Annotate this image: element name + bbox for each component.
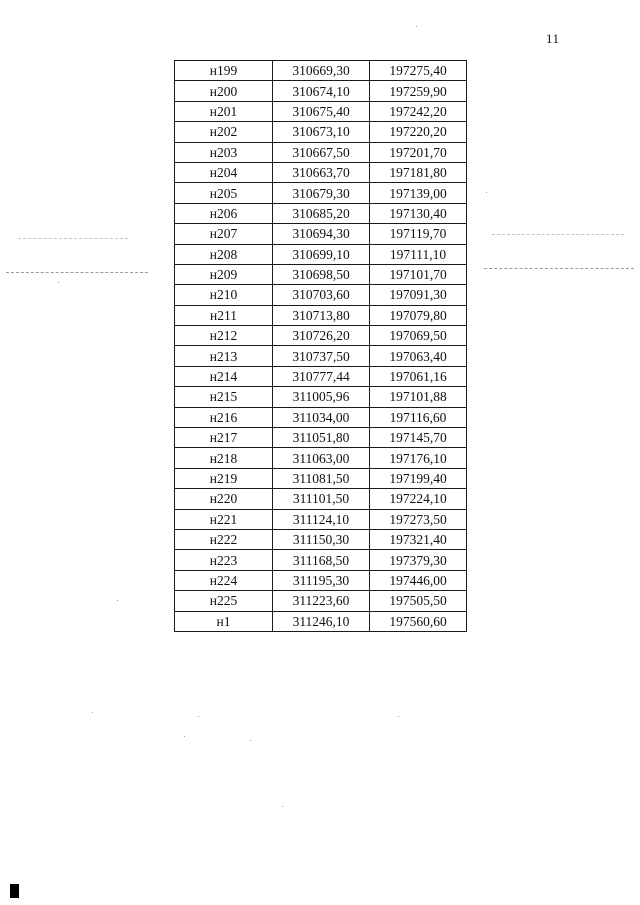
x-coordinate-cell: 310685,20: [273, 203, 370, 223]
scan-artifact-dot: [282, 806, 283, 807]
point-id-cell: н215: [175, 387, 273, 407]
scan-artifact-line: [484, 268, 634, 269]
scan-artifact-dot: [398, 716, 399, 717]
scan-artifact-line: [492, 234, 624, 235]
y-coordinate-cell: 197063,40: [370, 346, 467, 366]
table-row: [175, 611, 467, 631]
x-coordinate-cell: 310726,20: [273, 326, 370, 346]
scan-artifact-dot: [184, 736, 185, 737]
table-row: [175, 489, 467, 509]
x-coordinate-cell: 311051,80: [273, 428, 370, 448]
y-coordinate-cell: 197111,10: [370, 244, 467, 264]
y-coordinate-cell: 197176,10: [370, 448, 467, 468]
point-id-cell: н208: [175, 244, 273, 264]
x-coordinate-cell: 311124,10: [273, 509, 370, 529]
point-id-cell: н202: [175, 122, 273, 142]
table-row: [175, 244, 467, 264]
y-coordinate-cell: 197275,40: [370, 61, 467, 81]
scan-artifact-dot: [198, 716, 199, 717]
table-row: [175, 428, 467, 448]
point-id-cell: н200: [175, 81, 273, 101]
y-coordinate-cell: 197224,10: [370, 489, 467, 509]
y-coordinate-cell: 197139,00: [370, 183, 467, 203]
x-coordinate-cell: 310667,50: [273, 142, 370, 162]
table-row: [175, 529, 467, 549]
x-coordinate-cell: 311246,10: [273, 611, 370, 631]
point-id-cell: н221: [175, 509, 273, 529]
point-id-cell: н201: [175, 101, 273, 121]
x-coordinate-cell: 310675,40: [273, 101, 370, 121]
point-id-cell: н205: [175, 183, 273, 203]
scan-artifact-line: [6, 272, 148, 273]
table-row: [175, 224, 467, 244]
coordinates-table-body: [175, 61, 467, 632]
table-row: [175, 448, 467, 468]
table-row: [175, 550, 467, 570]
scan-artifact-dot: [416, 26, 417, 27]
table-row: [175, 387, 467, 407]
scan-artifact-line: [18, 238, 128, 239]
y-coordinate-cell: 197505,50: [370, 591, 467, 611]
point-id-cell: н220: [175, 489, 273, 509]
point-id-cell: н212: [175, 326, 273, 346]
x-coordinate-cell: 310713,80: [273, 305, 370, 325]
y-coordinate-cell: 197181,80: [370, 162, 467, 182]
x-coordinate-cell: 310737,50: [273, 346, 370, 366]
y-coordinate-cell: 197116,60: [370, 407, 467, 427]
y-coordinate-cell: 197079,80: [370, 305, 467, 325]
y-coordinate-cell: 197446,00: [370, 570, 467, 590]
point-id-cell: н203: [175, 142, 273, 162]
point-id-cell: н204: [175, 162, 273, 182]
point-id-cell: н222: [175, 529, 273, 549]
table-row: [175, 203, 467, 223]
x-coordinate-cell: 311005,96: [273, 387, 370, 407]
scanner-corner-mark: [10, 884, 19, 898]
table-row: [175, 326, 467, 346]
y-coordinate-cell: 197321,40: [370, 529, 467, 549]
x-coordinate-cell: 310669,30: [273, 61, 370, 81]
x-coordinate-cell: 311195,30: [273, 570, 370, 590]
table-row: [175, 305, 467, 325]
y-coordinate-cell: 197145,70: [370, 428, 467, 448]
x-coordinate-cell: 311150,30: [273, 529, 370, 549]
x-coordinate-cell: 311081,50: [273, 468, 370, 488]
x-coordinate-cell: 310679,30: [273, 183, 370, 203]
point-id-cell: н218: [175, 448, 273, 468]
x-coordinate-cell: 311168,50: [273, 550, 370, 570]
point-id-cell: н207: [175, 224, 273, 244]
table-row: [175, 264, 467, 284]
y-coordinate-cell: 197069,50: [370, 326, 467, 346]
page-number: 11: [546, 31, 560, 46]
x-coordinate-cell: 310694,30: [273, 224, 370, 244]
y-coordinate-cell: 197560,60: [370, 611, 467, 631]
x-coordinate-cell: 310777,44: [273, 366, 370, 386]
table-row: [175, 81, 467, 101]
scan-artifact-dot: [58, 282, 59, 283]
point-id-cell: н213: [175, 346, 273, 366]
point-id-cell: н216: [175, 407, 273, 427]
point-id-cell: н224: [175, 570, 273, 590]
point-id-cell: н223: [175, 550, 273, 570]
y-coordinate-cell: 197199,40: [370, 468, 467, 488]
point-id-cell: н214: [175, 366, 273, 386]
x-coordinate-cell: 310699,10: [273, 244, 370, 264]
y-coordinate-cell: 197130,40: [370, 203, 467, 223]
table-row: [175, 407, 467, 427]
y-coordinate-cell: 197273,50: [370, 509, 467, 529]
y-coordinate-cell: 197220,20: [370, 122, 467, 142]
y-coordinate-cell: 197379,30: [370, 550, 467, 570]
scan-artifact-dot: [92, 712, 93, 713]
x-coordinate-cell: 311223,60: [273, 591, 370, 611]
table-row: [175, 591, 467, 611]
table-row: [175, 183, 467, 203]
y-coordinate-cell: 197101,70: [370, 264, 467, 284]
point-id-cell: н209: [175, 264, 273, 284]
point-id-cell: н210: [175, 285, 273, 305]
point-id-cell: н217: [175, 428, 273, 448]
table-row: [175, 346, 467, 366]
y-coordinate-cell: 197201,70: [370, 142, 467, 162]
point-id-cell: н225: [175, 591, 273, 611]
table-row: [175, 61, 467, 81]
point-id-cell: н206: [175, 203, 273, 223]
table-row: [175, 101, 467, 121]
table-row: [175, 468, 467, 488]
y-coordinate-cell: 197259,90: [370, 81, 467, 101]
x-coordinate-cell: 310698,50: [273, 264, 370, 284]
point-id-cell: н1: [175, 611, 273, 631]
scan-artifact-dot: [250, 740, 251, 741]
x-coordinate-cell: 311101,50: [273, 489, 370, 509]
table-row: [175, 366, 467, 386]
y-coordinate-cell: 197091,30: [370, 285, 467, 305]
table-row: [175, 570, 467, 590]
table-row: [175, 285, 467, 305]
x-coordinate-cell: 310703,60: [273, 285, 370, 305]
x-coordinate-cell: 311063,00: [273, 448, 370, 468]
point-id-cell: н211: [175, 305, 273, 325]
y-coordinate-cell: 197242,20: [370, 101, 467, 121]
x-coordinate-cell: 310663,70: [273, 162, 370, 182]
y-coordinate-cell: 197119,70: [370, 224, 467, 244]
point-id-cell: н199: [175, 61, 273, 81]
table-row: [175, 162, 467, 182]
scan-artifact-dot: [486, 192, 487, 193]
x-coordinate-cell: 311034,00: [273, 407, 370, 427]
y-coordinate-cell: 197061,16: [370, 366, 467, 386]
table-row: [175, 142, 467, 162]
table-row: [175, 509, 467, 529]
point-id-cell: н219: [175, 468, 273, 488]
table-row: [175, 122, 467, 142]
x-coordinate-cell: 310674,10: [273, 81, 370, 101]
x-coordinate-cell: 310673,10: [273, 122, 370, 142]
scan-artifact-dot: [117, 600, 118, 601]
y-coordinate-cell: 197101,88: [370, 387, 467, 407]
coordinates-table: [174, 60, 467, 632]
